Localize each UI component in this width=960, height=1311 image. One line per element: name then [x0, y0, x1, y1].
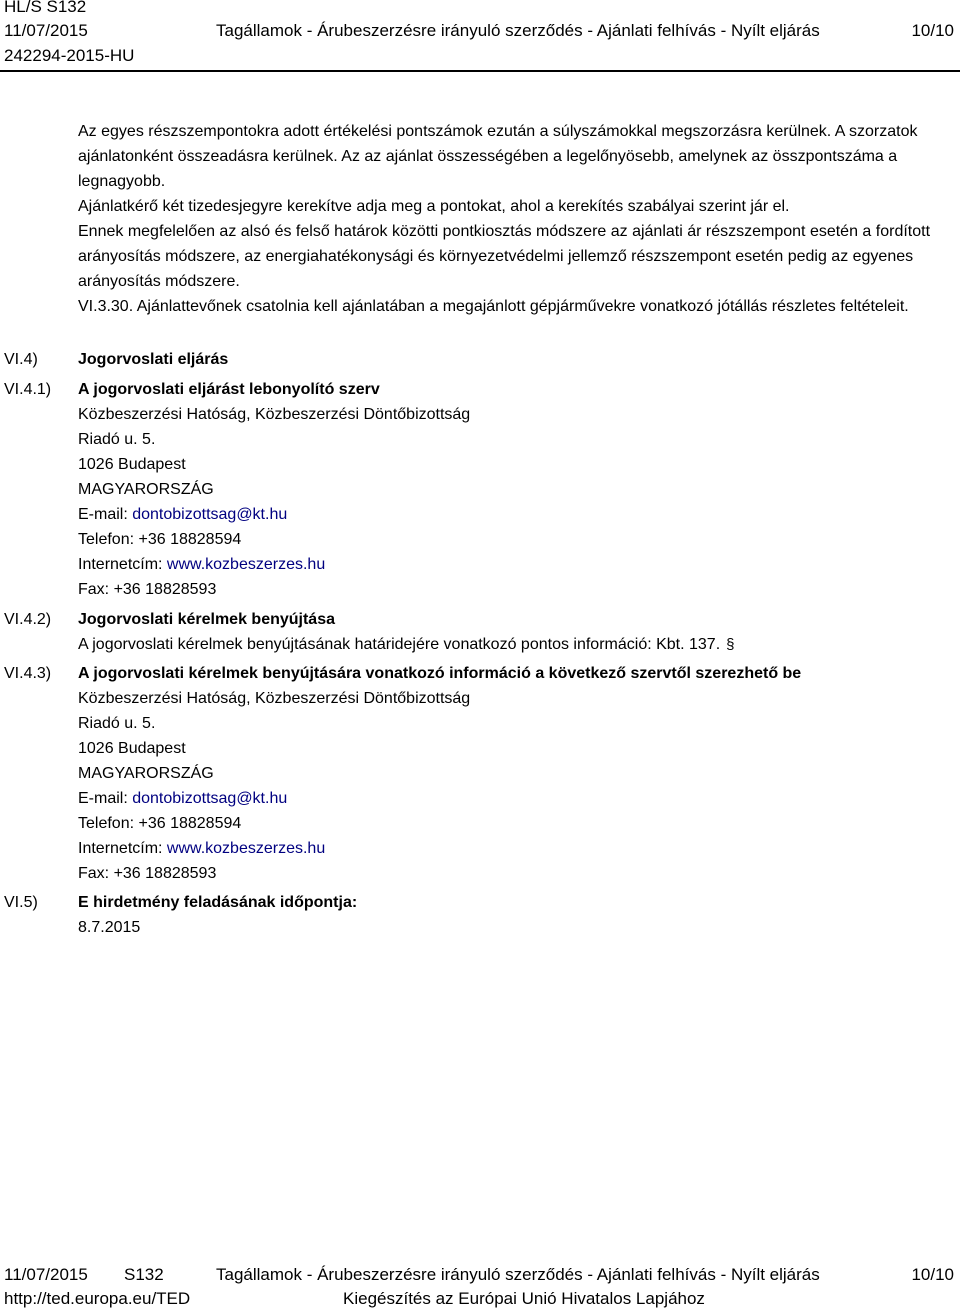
- paragraph: Ennek megfelelően az alsó és felső határok közötti pontkiosztás módszere az ajánlati ár részszempont esetén a fordított arányosítás módszere, az energiahatékonysági és környezetvédelmi jellemző részszempont esetén pedig az egyenes arányosítás módszere.: [78, 223, 931, 290]
- section-label-vi43: VI.4.3): [4, 665, 52, 682]
- paragraph: VI.3.30. Ajánlattevőnek csatolnia kell ajánlatában a megajánlott gépjárművekre vonatkozó jótállás részletes feltételeit.: [78, 298, 909, 315]
- header-page-number: 10/10: [911, 21, 954, 40]
- journal-id: HL/S S132: [4, 0, 87, 16]
- footer-series: S132: [124, 1265, 164, 1284]
- org-name: Közbeszerzési Hatóság, Közbeszerzési Döntőbizottság: [78, 406, 471, 423]
- fax: Fax: +36 18828593: [78, 865, 217, 882]
- country: MAGYARORSZÁG: [78, 481, 214, 498]
- section-title-vi43: A jogorvoslati kérelmek benyújtására vonatkozó információ a következő szervtől szerezhető be: [78, 665, 802, 682]
- website-link[interactable]: www.kozbeszerzes.hu: [166, 840, 326, 857]
- website-link[interactable]: www.kozbeszerzes.hu: [166, 556, 326, 573]
- phone: Telefon: +36 18828594: [78, 531, 242, 548]
- ted-link[interactable]: http://ted.europa.eu/TED: [4, 1289, 191, 1308]
- section-label-vi5: VI.5): [4, 894, 38, 911]
- section-label-vi42: VI.4.2): [4, 611, 52, 628]
- email-link[interactable]: dontobizottsag@kt.hu: [132, 506, 288, 523]
- section-title-vi4: Jogorvoslati eljárás: [78, 351, 229, 368]
- document-id: 242294-2015-HU: [4, 46, 135, 65]
- deadline-info-line: [78, 632, 735, 657]
- email-line: [78, 786, 287, 811]
- section-sign-icon: §: [726, 636, 735, 653]
- email-label: E-mail:: [78, 506, 133, 523]
- header-title: Tagállamok - Árubeszerzésre irányuló szerződés - Ajánlati felhívás - Nyílt eljárás: [216, 21, 820, 40]
- footer-date: 11/07/2015: [4, 1265, 88, 1284]
- org-name: Közbeszerzési Hatóság, Közbeszerzési Döntőbizottság: [78, 690, 471, 707]
- country: MAGYARORSZÁG: [78, 765, 214, 782]
- phone: Telefon: +36 18828594: [78, 815, 242, 832]
- section-label-vi41: VI.4.1): [4, 381, 52, 398]
- city: 1026 Budapest: [78, 740, 186, 757]
- footer-title: Tagállamok - Árubeszerzésre irányuló szerződés - Ajánlati felhívás - Nyílt eljárás: [216, 1265, 820, 1284]
- section-title-vi42: Jogorvoslati kérelmek benyújtása: [78, 611, 335, 628]
- header-divider: [0, 70, 960, 72]
- email-link[interactable]: dontobizottsag@kt.hu: [132, 790, 288, 807]
- paragraph: Ajánlatkérő két tizedesjegyre kerekítve adja meg a pontokat, ahol a kerekítés szabályai szerint jár el.: [78, 198, 790, 215]
- email-label: E-mail:: [78, 790, 133, 807]
- street-address: Riadó u. 5.: [78, 715, 156, 732]
- section-title-vi41: A jogorvoslati eljárást lebonyolító szerv: [78, 381, 380, 398]
- section-title-vi5: E hirdetmény feladásának időpontja:: [78, 894, 358, 911]
- email-line: [78, 502, 287, 527]
- city: 1026 Budapest: [78, 456, 186, 473]
- website-line: [78, 552, 325, 577]
- header-date: 11/07/2015: [4, 21, 88, 40]
- deadline-info: A jogorvoslati kérelmek benyújtásának határidejére vonatkozó pontos információ: Kbt. 137.: [78, 636, 721, 653]
- street-address: Riadó u. 5.: [78, 431, 156, 448]
- website-label: Internetcím:: [78, 556, 167, 573]
- website-line: [78, 836, 325, 861]
- award-criteria-text: [78, 119, 950, 319]
- dispatch-date: 8.7.2015: [78, 919, 141, 936]
- website-label: Internetcím:: [78, 840, 167, 857]
- fax: Fax: +36 18828593: [78, 581, 217, 598]
- footer-supplement: Kiegészítés az Európai Unió Hivatalos Lapjához: [343, 1289, 705, 1308]
- paragraph: Az egyes részszempontokra adott értékelési pontszámok ezután a súlyszámokkal megszorzásra kerülnek. A szorzatok ajánlatonként összeadásra kerülnek. Az az ajánlat összességében a legelőnyösebb, amelynek az összpontszáma a legnagyobb.: [78, 123, 918, 190]
- footer-page-number: 10/10: [911, 1265, 954, 1284]
- section-label-vi4: VI.4): [4, 351, 38, 368]
